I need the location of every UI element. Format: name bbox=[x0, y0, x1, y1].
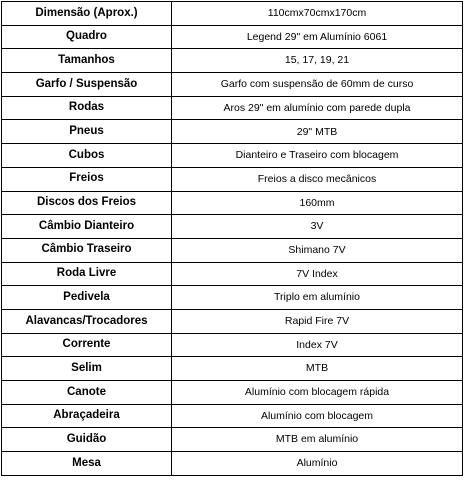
table-row bbox=[2, 404, 463, 428]
spec-value: Index 7V bbox=[172, 333, 463, 357]
spec-label: Cubos bbox=[2, 144, 172, 168]
table-row bbox=[2, 215, 463, 239]
spec-label: Quadro bbox=[2, 25, 172, 49]
table-row bbox=[2, 96, 463, 120]
spec-label: Alavancas/Trocadores bbox=[2, 309, 172, 333]
spec-value: Shimano 7V bbox=[172, 238, 463, 262]
spec-value: Triplo em alumínio bbox=[172, 286, 463, 310]
spec-table bbox=[1, 1, 463, 476]
table-row bbox=[2, 120, 463, 144]
spec-label: Selim bbox=[2, 357, 172, 381]
spec-value: Alumínio com blocagem rápida bbox=[172, 381, 463, 405]
spec-label: Corrente bbox=[2, 333, 172, 357]
table-row bbox=[2, 286, 463, 310]
spec-label: Tamanhos bbox=[2, 49, 172, 73]
spec-value: Alumínio bbox=[172, 452, 463, 476]
spec-label: Canote bbox=[2, 381, 172, 405]
spec-label: Mesa bbox=[2, 452, 172, 476]
table-row bbox=[2, 25, 463, 49]
spec-value: 15, 17, 19, 21 bbox=[172, 49, 463, 73]
spec-label: Roda Livre bbox=[2, 262, 172, 286]
table-row bbox=[2, 49, 463, 73]
spec-value: 3V bbox=[172, 215, 463, 239]
table-row bbox=[2, 428, 463, 452]
table-row bbox=[2, 357, 463, 381]
spec-value: Legend 29" em Alumínio 6061 bbox=[172, 25, 463, 49]
table-row bbox=[2, 191, 463, 215]
spec-label: Pneus bbox=[2, 120, 172, 144]
spec-label: Rodas bbox=[2, 96, 172, 120]
spec-value: Alumínio com blocagem bbox=[172, 404, 463, 428]
spec-label: Pedivela bbox=[2, 286, 172, 310]
table-row bbox=[2, 167, 463, 191]
spec-label: Guidão bbox=[2, 428, 172, 452]
spec-value: MTB em alumínio bbox=[172, 428, 463, 452]
spec-label: Dimensão (Aprox.) bbox=[2, 2, 172, 26]
spec-value: Freios a disco mecânicos bbox=[172, 167, 463, 191]
spec-label: Garfo / Suspensão bbox=[2, 73, 172, 97]
table-row bbox=[2, 309, 463, 333]
spec-value: 29" MTB bbox=[172, 120, 463, 144]
spec-label: Câmbio Dianteiro bbox=[2, 215, 172, 239]
table-row bbox=[2, 2, 463, 26]
spec-value: Aros 29" em alumínio com parede dupla bbox=[172, 96, 463, 120]
table-row bbox=[2, 262, 463, 286]
spec-value: 7V Index bbox=[172, 262, 463, 286]
spec-value: Garfo com suspensão de 60mm de curso bbox=[172, 73, 463, 97]
spec-value: 160mm bbox=[172, 191, 463, 215]
table-row bbox=[2, 452, 463, 476]
spec-label: Freios bbox=[2, 167, 172, 191]
spec-label: Abraçadeira bbox=[2, 404, 172, 428]
table-row bbox=[2, 73, 463, 97]
spec-label: Câmbio Traseiro bbox=[2, 238, 172, 262]
spec-value: Dianteiro e Traseiro com blocagem bbox=[172, 144, 463, 168]
spec-label: Discos dos Freios bbox=[2, 191, 172, 215]
table-row bbox=[2, 238, 463, 262]
table-row bbox=[2, 144, 463, 168]
table-row bbox=[2, 333, 463, 357]
spec-value: MTB bbox=[172, 357, 463, 381]
spec-value: 110cmx70cmx170cm bbox=[172, 2, 463, 26]
spec-value: Rapid Fire 7V bbox=[172, 309, 463, 333]
table-row bbox=[2, 381, 463, 405]
